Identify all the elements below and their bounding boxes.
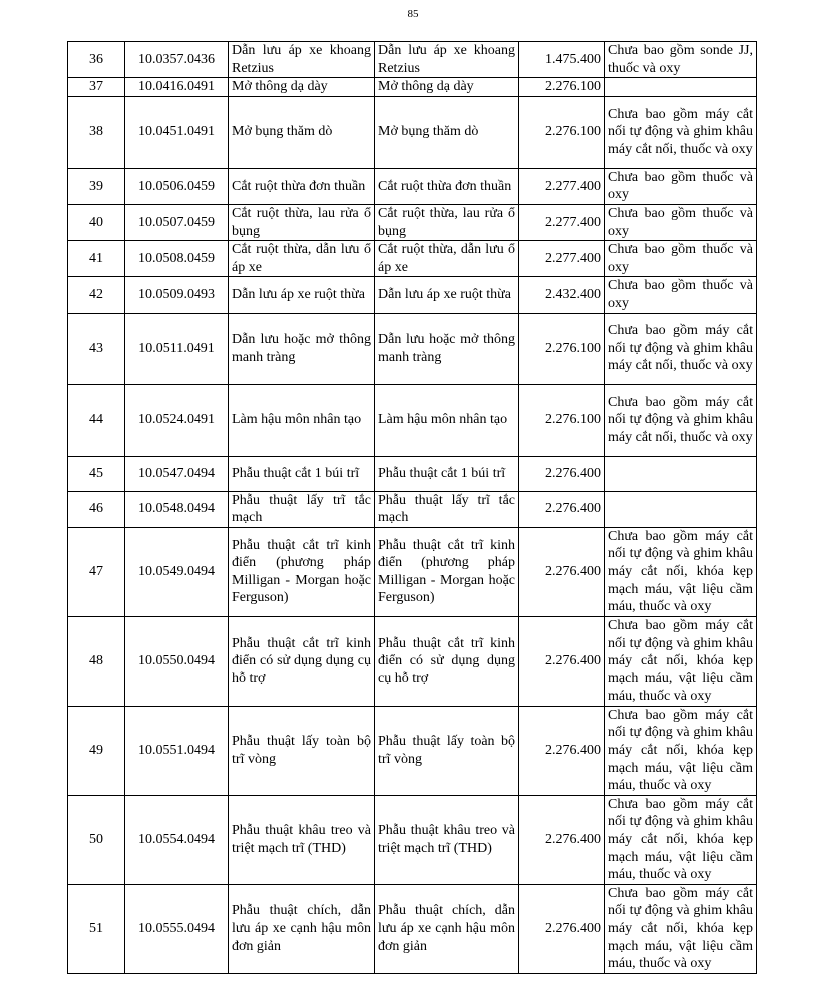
service-name: Phẫu thuật cắt 1 búi trĩ (229, 456, 375, 491)
table-row (68, 78, 757, 97)
service-note (605, 78, 757, 97)
row-number: 46 (68, 491, 125, 527)
table-row (68, 241, 757, 277)
table-row (68, 42, 757, 78)
service-code: 10.0416.0491 (125, 78, 229, 97)
service-name: Cắt ruột thừa, dẫn lưu ổ áp xe (229, 241, 375, 277)
table-row (68, 491, 757, 527)
service-name-approved: Phẫu thuật lấy toàn bộ trĩ vòng (375, 706, 519, 795)
service-note: Chưa bao gồm máy cắt nối tự động và ghim khâu máy cắt nối, khóa kẹp mạch máu, vật liệu cầm máu, thuốc và oxy (605, 706, 757, 795)
table-row (68, 204, 757, 240)
service-code: 10.0555.0494 (125, 884, 229, 973)
service-name: Phẫu thuật lấy toàn bộ trĩ vòng (229, 706, 375, 795)
row-number: 42 (68, 277, 125, 313)
table-row (68, 706, 757, 795)
table-row (68, 456, 757, 491)
price-table (67, 41, 757, 974)
service-price: 2.276.100 (519, 313, 605, 384)
service-name: Phẫu thuật lấy trĩ tắc mạch (229, 491, 375, 527)
service-code: 10.0524.0491 (125, 384, 229, 456)
service-name: Cắt ruột thừa, lau rửa ổ bụng (229, 204, 375, 240)
service-name: Phẫu thuật khâu treo và triệt mạch trĩ (THD) (229, 795, 375, 884)
table-row (68, 96, 757, 168)
service-price: 2.432.400 (519, 277, 605, 313)
service-code: 10.0357.0436 (125, 42, 229, 78)
table-row (68, 168, 757, 204)
row-number: 47 (68, 527, 125, 616)
service-price: 2.276.400 (519, 456, 605, 491)
table-row (68, 384, 757, 456)
service-note: Chưa bao gồm máy cắt nối tự động và ghim khâu máy cắt nối, khóa kẹp mạch máu, vật liệu cầm máu, thuốc và oxy (605, 527, 757, 616)
service-name-approved: Phẫu thuật khâu treo và triệt mạch trĩ (THD) (375, 795, 519, 884)
service-name: Dẫn lưu áp xe khoang Retzius (229, 42, 375, 78)
service-name-approved: Cắt ruột thừa, lau rửa ổ bụng (375, 204, 519, 240)
table-row (68, 527, 757, 616)
service-price: 2.276.400 (519, 491, 605, 527)
service-name: Phẫu thuật cắt trĩ kinh điển có sử dụng dụng cụ hỗ trợ (229, 616, 375, 706)
row-number: 43 (68, 313, 125, 384)
service-name: Cắt ruột thừa đơn thuần (229, 168, 375, 204)
row-number: 37 (68, 78, 125, 97)
service-name-approved: Phẫu thuật lấy trĩ tắc mạch (375, 491, 519, 527)
service-code: 10.0509.0493 (125, 277, 229, 313)
service-code: 10.0506.0459 (125, 168, 229, 204)
service-note: Chưa bao gồm thuốc và oxy (605, 204, 757, 240)
service-name-approved: Mở thông dạ dày (375, 78, 519, 97)
service-note: Chưa bao gồm máy cắt nối tự động và ghim khâu máy cắt nối, khóa kẹp mạch máu, vật liệu cầm máu, thuốc và oxy (605, 795, 757, 884)
service-name-approved: Làm hậu môn nhân tạo (375, 384, 519, 456)
table-row (68, 795, 757, 884)
service-name: Mở thông dạ dày (229, 78, 375, 97)
row-number: 48 (68, 616, 125, 706)
service-name-approved: Phẫu thuật cắt trĩ kinh điển (phương pháp Milligan - Morgan hoặc Ferguson) (375, 527, 519, 616)
service-price: 2.276.100 (519, 96, 605, 168)
service-name-approved: Dẫn lưu hoặc mở thông manh tràng (375, 313, 519, 384)
service-name-approved: Dẫn lưu áp xe khoang Retzius (375, 42, 519, 78)
service-note: Chưa bao gồm thuốc và oxy (605, 168, 757, 204)
service-note: Chưa bao gồm máy cắt nối tự động và ghim khâu máy cắt nối, thuốc và oxy (605, 384, 757, 456)
service-name-approved: Mở bụng thăm dò (375, 96, 519, 168)
service-code: 10.0548.0494 (125, 491, 229, 527)
service-note (605, 456, 757, 491)
service-code: 10.0451.0491 (125, 96, 229, 168)
row-number: 39 (68, 168, 125, 204)
page-number: 85 (407, 8, 419, 20)
row-number: 36 (68, 42, 125, 78)
service-code: 10.0507.0459 (125, 204, 229, 240)
service-note: Chưa bao gồm máy cắt nối tự động và ghim khâu máy cắt nối, thuốc và oxy (605, 313, 757, 384)
service-price: 2.277.400 (519, 241, 605, 277)
service-code: 10.0549.0494 (125, 527, 229, 616)
table-row (68, 884, 757, 973)
service-note: Chưa bao gồm sonde JJ, thuốc và oxy (605, 42, 757, 78)
row-number: 44 (68, 384, 125, 456)
table-row (68, 313, 757, 384)
service-price: 2.276.400 (519, 884, 605, 973)
service-note: Chưa bao gồm máy cắt nối tự động và ghim khâu máy cắt nối, khóa kẹp mạch máu, vật liệu cầm máu, thuốc và oxy (605, 616, 757, 706)
service-price: 2.276.100 (519, 78, 605, 97)
service-price: 2.277.400 (519, 168, 605, 204)
row-number: 45 (68, 456, 125, 491)
service-price: 2.276.400 (519, 527, 605, 616)
row-number: 38 (68, 96, 125, 168)
row-number: 40 (68, 204, 125, 240)
service-note (605, 491, 757, 527)
service-code: 10.0554.0494 (125, 795, 229, 884)
service-price: 2.277.400 (519, 204, 605, 240)
service-name: Phẫu thuật chích, dẫn lưu áp xe cạnh hậu môn đơn giản (229, 884, 375, 973)
service-code: 10.0511.0491 (125, 313, 229, 384)
service-name-approved: Phẫu thuật cắt 1 búi trĩ (375, 456, 519, 491)
service-code: 10.0508.0459 (125, 241, 229, 277)
row-number: 50 (68, 795, 125, 884)
service-note: Chưa bao gồm máy cắt nối tự động và ghim khâu máy cắt nối, thuốc và oxy (605, 96, 757, 168)
service-price: 1.475.400 (519, 42, 605, 78)
service-price: 2.276.400 (519, 616, 605, 706)
service-name-approved: Phẫu thuật cắt trĩ kinh điển có sử dụng dụng cụ hỗ trợ (375, 616, 519, 706)
service-price: 2.276.400 (519, 706, 605, 795)
service-note: Chưa bao gồm thuốc và oxy (605, 277, 757, 313)
service-name-approved: Cắt ruột thừa đơn thuần (375, 168, 519, 204)
service-price: 2.276.400 (519, 795, 605, 884)
service-code: 10.0550.0494 (125, 616, 229, 706)
row-number: 41 (68, 241, 125, 277)
service-name: Làm hậu môn nhân tạo (229, 384, 375, 456)
service-name: Dẫn lưu hoặc mở thông manh tràng (229, 313, 375, 384)
service-code: 10.0547.0494 (125, 456, 229, 491)
service-name-approved: Dẫn lưu áp xe ruột thừa (375, 277, 519, 313)
table-row (68, 616, 757, 706)
service-name: Mở bụng thăm dò (229, 96, 375, 168)
service-note: Chưa bao gồm thuốc và oxy (605, 241, 757, 277)
service-name: Dẫn lưu áp xe ruột thừa (229, 277, 375, 313)
service-code: 10.0551.0494 (125, 706, 229, 795)
row-number: 51 (68, 884, 125, 973)
service-note: Chưa bao gồm máy cắt nối tự động và ghim khâu máy cắt nối, khóa kẹp mạch máu, vật liệu cầm máu, thuốc và oxy (605, 884, 757, 973)
row-number: 49 (68, 706, 125, 795)
service-name-approved: Cắt ruột thừa, dẫn lưu ổ áp xe (375, 241, 519, 277)
service-price: 2.276.100 (519, 384, 605, 456)
service-name-approved: Phẫu thuật chích, dẫn lưu áp xe cạnh hậu môn đơn giản (375, 884, 519, 973)
service-name: Phẫu thuật cắt trĩ kinh điển (phương pháp Milligan - Morgan hoặc Ferguson) (229, 527, 375, 616)
table-row (68, 277, 757, 313)
